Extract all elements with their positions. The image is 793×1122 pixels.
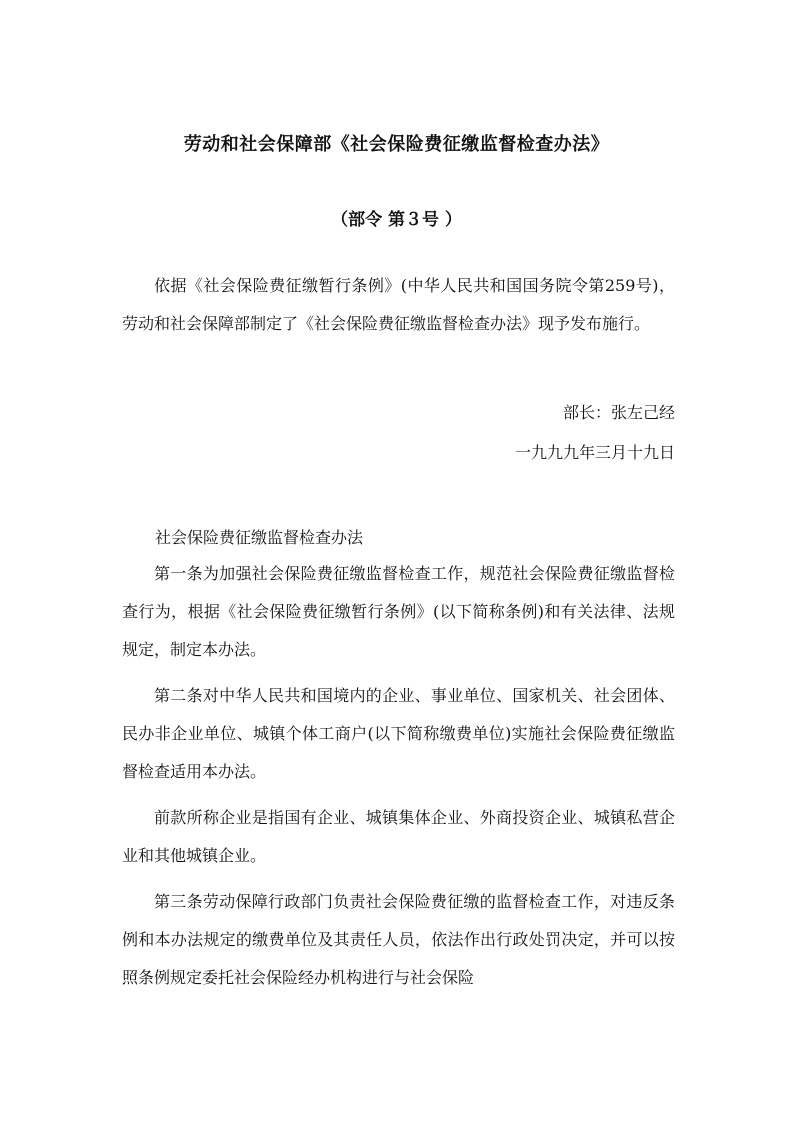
article-paragraph: 前款所称企业是指国有企业、城镇集体企业、外商投资企业、城镇私营企业和其他城镇企业。 xyxy=(122,808,675,865)
intro-section xyxy=(122,267,675,343)
article-paragraph: 第一条为加强社会保险费征缴监督检查工作，规范社会保险费征缴监督检查行为，根据《社会保险费征缴暂行条例》(以下简称条例)和有关法律、法规规定，制定本办法。 xyxy=(122,564,675,659)
intro-paragraph: 依据《社会保险费征缴暂行条例》(中华人民共和国国务院令第259号)，劳动和社会保障部制定了《社会保险费征缴监督检查办法》现予发布施行。 xyxy=(122,276,675,333)
articles-section xyxy=(122,555,675,997)
issue-date: 一九九九年三月十九日 xyxy=(514,443,675,462)
law-title: 社会保险费征缴监督检查办法 xyxy=(155,528,364,547)
order-number: （部令 第３号 ） xyxy=(331,210,462,230)
article-paragraph: 第三条劳动保障行政部门负责社会保险费征缴的监督检查工作，对违反条例和本办法规定的缴费单位及其责任人员，依法作出行政处罚决定，并可以按照条例规定委托社会保险经办机构进行与社会保险 xyxy=(122,892,675,987)
document-title: 劳动和社会保障部《社会保险费征缴监督检查办法》 xyxy=(183,134,610,155)
signer-line: 部长：张左己经 xyxy=(562,403,675,422)
article-paragraph: 第二条对中华人民共和国境内的企业、事业单位、国家机关、社会团体、民办非企业单位、城镇个体工商户(以下简称缴费单位)实施社会保险费征缴监督检查适用本办法。 xyxy=(122,686,675,781)
